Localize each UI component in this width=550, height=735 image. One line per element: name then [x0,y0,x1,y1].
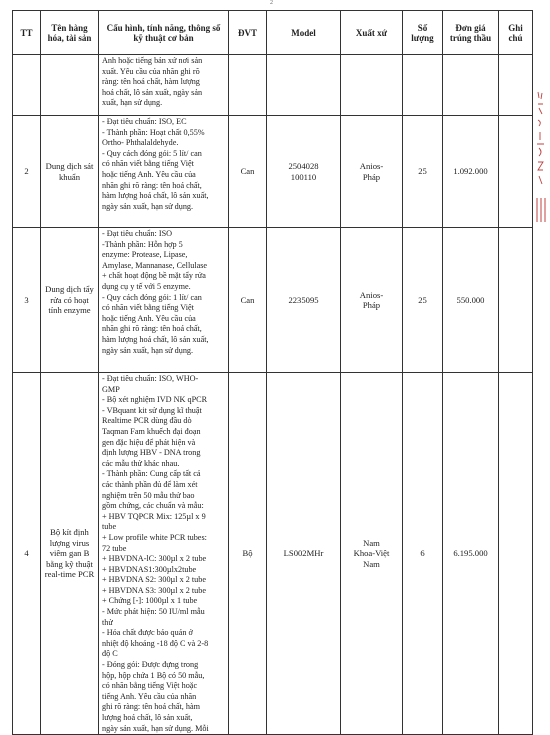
cell-unit: Can [229,228,267,373]
config-line: dụng cụ y tế với 5 enzyme. [102,281,191,291]
table-row [13,116,533,228]
cell-tt [13,55,41,116]
config-line: gồm chứng, các chuẩn và mẫu: [102,501,204,511]
procurement-table [12,10,533,735]
page-number: 2 [270,0,273,6]
cell-config [99,116,229,228]
config-line: hoặc tiếng Anh. Yêu cầu của [102,169,196,179]
config-line: - Mức phát hiện: 50 IU/ml mẫu [102,607,205,617]
config-line: có nhãn viết bằng tiếng Việt [102,159,194,169]
cell-origin: Nam Khoa-Việt Nam [341,373,403,735]
config-line: định lượng HBV - DNA trong [102,448,201,458]
config-line: - Hóa chất được bảo quản ở [102,628,193,638]
config-line: - VBquant kit sử dụng kĩ thuật [102,405,202,415]
config-line: Ortho- Phthalaldehyde. [102,138,179,148]
cell-name: Bộ kít định lượng virus viêm gan B bằng kỹ thuật real-time PCR [41,373,99,735]
config-line: - Quy cách đóng gói: 1 lít/ can [102,292,202,302]
header-model: Model [267,11,341,55]
config-line: hàm lượng hoá chất, lô sản xuất, [102,191,209,201]
config-line: - Đạt tiêu chuẩn: ISO [102,229,173,238]
config-line: - Bộ xét nghiệm IVD NK qPCR [102,395,208,405]
config-line: + chất hoạt động bề mặt tẩy rửa [102,271,206,281]
config-line: Realtime PCR dùng đầu dò [102,416,192,426]
config-line: 72 tube [102,543,127,553]
cell-origin [341,55,403,116]
cell-model [267,55,341,116]
config-line: nhiệt độ khoảng -18 độ C và 2-8 [102,638,209,648]
config-line: + HBVDNA S2: 300µl x 2 tube [102,575,206,585]
cell-unit: Bộ [229,373,267,735]
table-row [13,373,533,735]
cell-qty: 6 [403,373,443,735]
cell-name: Dung dịch sát khuẩn [41,116,99,228]
cell-name: Dung dịch tẩy rửa có hoạt tính enzyme [41,228,99,373]
config-line: xuất, hạn sử dụng. [102,98,163,108]
config-line: gen đặc hiệu để phát hiện và [102,437,196,447]
table-row [13,55,533,116]
config-line: ràng: tên hoá chất, hàm lượng [102,77,200,87]
config-line: Taqman Fam khuếch đại đoạn [102,426,201,436]
cell-origin: Anios- Pháp [341,228,403,373]
cell-note [499,228,533,373]
cell-tt: 4 [13,373,41,735]
cell-config [99,373,229,735]
cell-model: LS002MHr [267,373,341,735]
config-line: độ C [102,649,118,659]
cell-name [41,55,99,116]
cell-price: 6.195.000 [443,373,499,735]
header-config: Cấu hình, tính năng, thông số kỹ thuật cơ bản [99,11,229,55]
cell-note [499,116,533,228]
config-line: ngày sản xuất, hạn sử dụng. [102,345,194,355]
cell-qty: 25 [403,228,443,373]
cell-config [99,228,229,373]
cell-note [499,55,533,116]
cell-tt: 3 [13,228,41,373]
config-line: các thành phần đủ để làm xét [102,479,198,489]
header-note: Ghi chú [499,11,533,55]
cell-note [499,373,533,735]
config-line: có nhãn bằng tiếng Việt hoặc [102,681,198,691]
config-line: hộp, hộp chứa 1 Bộ có 50 mẫu, [102,670,205,680]
config-line: nghiệm trên 50 mẫu thử bao [102,490,195,500]
config-line: GMP [102,384,120,394]
cell-qty: 25 [403,116,443,228]
cell-config [99,55,229,116]
config-line: các mẫu thử khác nhau. [102,458,180,468]
table-row [13,228,533,373]
cell-model: 2235095 [267,228,341,373]
cell-unit [229,55,267,116]
handwritten-strokes [534,196,548,224]
config-line: + Low profile white PCR tubes: [102,532,207,542]
config-line: + HBVDNA S3: 300µl x 2 tube [102,585,206,595]
header-name: Tên hàng hóa, tài sản [41,11,99,55]
config-line: Anh hoặc tiếng bản xứ nơi sản [102,56,203,65]
config-line: - Đạt tiêu chuẩn: ISO, WHO- [102,374,199,383]
config-line: enzyme: Protease, Lipase, [102,250,188,260]
config-line: ngày sản xuất, hạn sử dụng. [102,201,194,211]
config-line: - Đóng gói: Được đựng trong [102,660,199,670]
cell-qty [403,55,443,116]
config-line: + HBVDNAS1:300µlx2tube [102,564,197,574]
config-line: thử [102,617,113,627]
cell-model: 2504028 100110 [267,116,341,228]
cell-price [443,55,499,116]
config-line: lượng hoá chất, lô sản xuất, [102,713,193,722]
config-line: -Thành phần: Hỗn hợp 5 [102,239,183,249]
cell-unit: Can [229,116,267,228]
header-origin: Xuất xứ [341,11,403,55]
config-line: - Quy cách đóng gói: 5 lít/ can [102,148,202,158]
cell-tt: 2 [13,116,41,228]
config-line: có nhãn viết bằng tiếng Việt [102,303,194,313]
config-line: - Thành phần: Hoạt chất 0,55% [102,127,205,137]
config-line: ghi rõ ràng: tên hoá chất, hàm [102,702,200,712]
config-line: hoá chất, lô sản xuất, ngày sản [102,87,203,97]
config-line: ngày sản xuất, hạn sử dụng. Mỗi [102,723,209,733]
config-line: + HBV TQPCR Mix: 125µl x 9 [102,511,206,521]
config-line: xuất. Yêu cầu của nhãn ghi rõ [102,66,200,76]
config-line: + HBVDNA-lC: 300µl x 2 tube [102,554,207,564]
table-header-row [13,11,533,55]
config-line: Amylase, Mannanase, Cellulase [102,260,208,270]
handwritten-margin-note [534,90,548,190]
config-line: tiếng Anh. Yêu cầu của nhãn [102,691,197,701]
header-tt: TT [13,11,41,55]
config-line: hoặc tiếng Anh. Yêu cầu của [102,313,196,323]
header-qty: Số lượng [403,11,443,55]
header-price: Đơn giá trúng thầu [443,11,499,55]
cell-price: 550.000 [443,228,499,373]
cell-price: 1.092.000 [443,116,499,228]
config-line: nhãn ghi rõ ràng: tên hoá chất, [102,324,202,334]
config-line: - Thành phần: Cung cấp tất cả [102,469,201,479]
config-line: hàm lượng hoá chất, lô sản xuất, [102,334,209,344]
config-line: nhãn ghi rõ ràng: tên hoá chất, [102,180,202,190]
config-line: tube [102,522,117,532]
header-unit: ĐVT [229,11,267,55]
config-line: - Đạt tiêu chuẩn: ISO, EC [102,117,187,126]
config-line: + Chứng [-]: 1000µl x 1 tube [102,596,198,606]
cell-origin: Anios- Pháp [341,116,403,228]
